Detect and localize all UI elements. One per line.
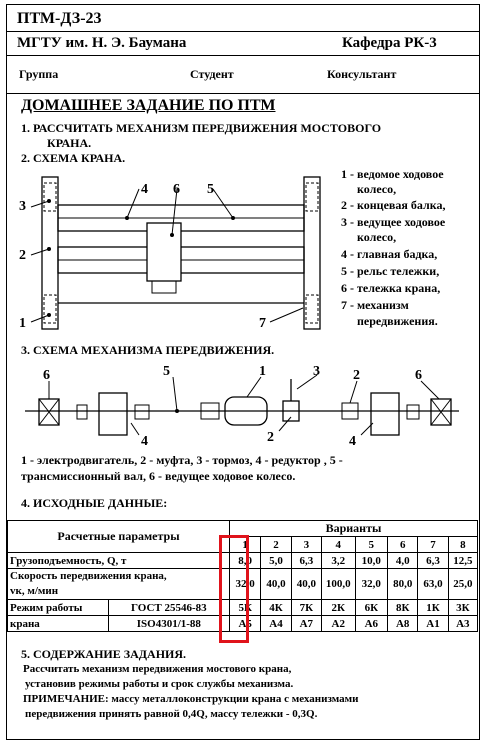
capacity-value: 8,0	[229, 553, 260, 569]
iso-value: А2	[322, 616, 356, 632]
document-code: ПТМ-ДЗ-23	[17, 10, 102, 27]
mode-label-2: крана	[8, 616, 109, 632]
legend-line: 6 - тележка крана,	[341, 281, 441, 295]
gost-value: 7К	[291, 600, 321, 616]
mode-label-1: Режим работы	[8, 600, 109, 616]
coupling-left-b	[135, 405, 149, 419]
legend-line: 7 - механизм	[341, 298, 409, 312]
point-5	[175, 409, 179, 413]
leader-2-right	[350, 381, 357, 403]
end-beam-right	[304, 177, 320, 329]
point-2	[47, 247, 51, 251]
callout-4: 4	[141, 182, 148, 197]
iso-value: А7	[291, 616, 321, 632]
leader-4	[127, 189, 139, 218]
callout-4-left: 4	[141, 434, 148, 449]
section-4-title: 4. ИСХОДНЫЕ ДАННЫЕ:	[21, 496, 168, 510]
capacity-value: 12,5	[448, 553, 477, 569]
legend-line: колесо,	[357, 230, 397, 244]
wheel-left-top	[44, 183, 56, 211]
group-label: Группа	[19, 67, 59, 81]
task-line-1: 1. РАССЧИТАТЬ МЕХАНИЗМ ПЕРЕДВИЖЕНИЯ МОСТОВОГО	[21, 121, 382, 135]
callout-2-center: 2	[267, 430, 274, 445]
assignment-sheet	[6, 4, 480, 740]
section-3-title: 3. СХЕМА МЕХАНИЗМА ПЕРЕДВИЖЕНИЯ.	[21, 343, 275, 357]
leader-5	[173, 377, 177, 411]
speed-value: 32,0	[355, 569, 387, 600]
wheel-left-bottom	[44, 295, 56, 323]
variant-number: 1	[229, 537, 260, 553]
speed-value: 100,0	[322, 569, 356, 600]
capacity-value: 4,0	[388, 553, 418, 569]
speed-label	[8, 569, 230, 600]
capacity-value: 5,0	[261, 553, 291, 569]
legend-line: 1 - ведомое ходовое	[341, 167, 444, 181]
callout-6-left: 6	[43, 368, 50, 383]
iso-value: А3	[448, 616, 477, 632]
iso-label: ISO4301/1-88	[108, 616, 229, 632]
content-note-line-2: передвижения принять равной 0,4Q, массу тележки - 0,3Q.	[25, 708, 318, 720]
mechanism-scheme	[7, 359, 479, 451]
leader-5	[213, 189, 233, 218]
divider	[7, 31, 479, 32]
coupling-left-a	[77, 405, 87, 419]
speed-label-line-1: Скорость передвижения крана,	[10, 570, 167, 582]
capacity-value: 3,2	[322, 553, 356, 569]
capacity-label: Грузоподъемность, Q, т	[8, 553, 230, 569]
department-name: Кафедра РК-3	[342, 35, 437, 51]
mechanism-legend-line-2: трансмиссионный вал, 6 - ведущее ходовое колесо.	[21, 469, 296, 483]
section-5-title: 5. СОДЕРЖАНИЕ ЗАДАНИЯ.	[21, 647, 187, 661]
legend-line: 3 - ведущее ходовое	[341, 215, 446, 229]
reducer-right	[371, 393, 399, 435]
content-note-line-1: ПРИМЕЧАНИЕ: массу металлоконструкции крана с механизмами	[23, 693, 359, 705]
iso-value: А1	[418, 616, 448, 632]
speed-value: 40,0	[261, 569, 291, 600]
gost-label: ГОСТ 25546-83	[108, 600, 229, 616]
callout-5: 5	[207, 182, 214, 197]
variant-number: 3	[291, 537, 321, 553]
iso-value: А5	[229, 616, 260, 632]
callout-2-right: 2	[353, 368, 360, 383]
point-6	[170, 233, 174, 237]
divider	[7, 55, 479, 56]
legend-line: 2 - концевая балка,	[341, 198, 446, 212]
variant-number: 7	[418, 537, 448, 553]
callout-3: 3	[313, 364, 320, 379]
callout-5: 5	[163, 364, 170, 379]
capacity-value: 6,3	[291, 553, 321, 569]
variant-number: 6	[388, 537, 418, 553]
variant-number: 2	[261, 537, 291, 553]
iso-value: А8	[388, 616, 418, 632]
speed-value: 80,0	[388, 569, 418, 600]
leader-1	[247, 377, 261, 397]
speed-value: 25,0	[448, 569, 477, 600]
leader-3	[31, 201, 49, 207]
callout-1: 1	[259, 364, 266, 379]
legend-line: передвижения.	[357, 314, 438, 328]
gost-value: 8К	[388, 600, 418, 616]
gost-value: 1К	[418, 600, 448, 616]
divider	[7, 93, 479, 94]
callout-7: 7	[259, 316, 266, 331]
leader-6-right	[421, 381, 439, 399]
crane-scheme	[7, 165, 337, 340]
variant-number: 5	[355, 537, 387, 553]
gost-value: 2К	[322, 600, 356, 616]
point-5	[231, 216, 235, 220]
speed-value: 40,0	[291, 569, 321, 600]
speed-label-line-2: vк, м/мин	[10, 585, 59, 597]
callout-4-right: 4	[349, 434, 356, 449]
leader-7	[270, 308, 303, 322]
variant-1-highlight	[219, 535, 249, 643]
task-line-2: КРАНА.	[47, 136, 92, 150]
wheel-right-top	[306, 183, 318, 211]
callout-1: 1	[19, 316, 26, 331]
crane-trolley	[147, 223, 181, 281]
student-label: Студент	[190, 67, 234, 81]
callout-2: 2	[19, 248, 26, 263]
content-line-1: Рассчитать механизм передвижения мостового крана,	[23, 663, 292, 675]
gost-value: 4К	[261, 600, 291, 616]
point-4	[125, 216, 129, 220]
reducer-left	[99, 393, 127, 435]
trolley-hoist	[152, 281, 176, 293]
content-line-2: установив режимы работы и срок службы механизма.	[25, 678, 294, 690]
consultant-label: Консультант	[327, 67, 397, 81]
leader-2-center	[279, 417, 291, 431]
capacity-value: 6,3	[418, 553, 448, 569]
leader-1	[31, 315, 49, 322]
wheel-right-bottom	[306, 295, 318, 323]
point-3	[47, 199, 51, 203]
mechanism-legend-line-1: 1 - электродвигатель, 2 - муфта, 3 - тормоз, 4 - редуктор , 5 -	[21, 453, 343, 467]
iso-value: А4	[261, 616, 291, 632]
param-header: Расчетные параметры	[8, 521, 230, 553]
legend-line: 4 - главная бадка,	[341, 247, 438, 261]
variant-number: 4	[322, 537, 356, 553]
callout-3: 3	[19, 199, 26, 214]
coupling-right-b	[407, 405, 419, 419]
speed-value: 32,0	[229, 569, 260, 600]
iso-value: А6	[355, 616, 387, 632]
legend-line: 5 - рельс тележки,	[341, 264, 440, 278]
point-1	[47, 313, 51, 317]
section-2-title: 2. СХЕМА КРАНА.	[21, 151, 126, 165]
leader-4-left	[131, 423, 139, 435]
capacity-value: 10,0	[355, 553, 387, 569]
callout-6-right: 6	[415, 368, 422, 383]
speed-value: 63,0	[418, 569, 448, 600]
gost-value: 5К	[229, 600, 260, 616]
gost-value: 6К	[355, 600, 387, 616]
leader-2	[31, 249, 49, 255]
callout-6: 6	[173, 182, 180, 197]
page-title: ДОМАШНЕЕ ЗАДАНИЕ ПО ПТМ	[21, 97, 276, 114]
gost-value: 3К	[448, 600, 477, 616]
variant-number: 8	[448, 537, 477, 553]
university-name: МГТУ им. Н. Э. Баумана	[17, 35, 187, 51]
variants-header: Варианты	[229, 521, 477, 537]
legend-line: колесо,	[357, 182, 397, 196]
